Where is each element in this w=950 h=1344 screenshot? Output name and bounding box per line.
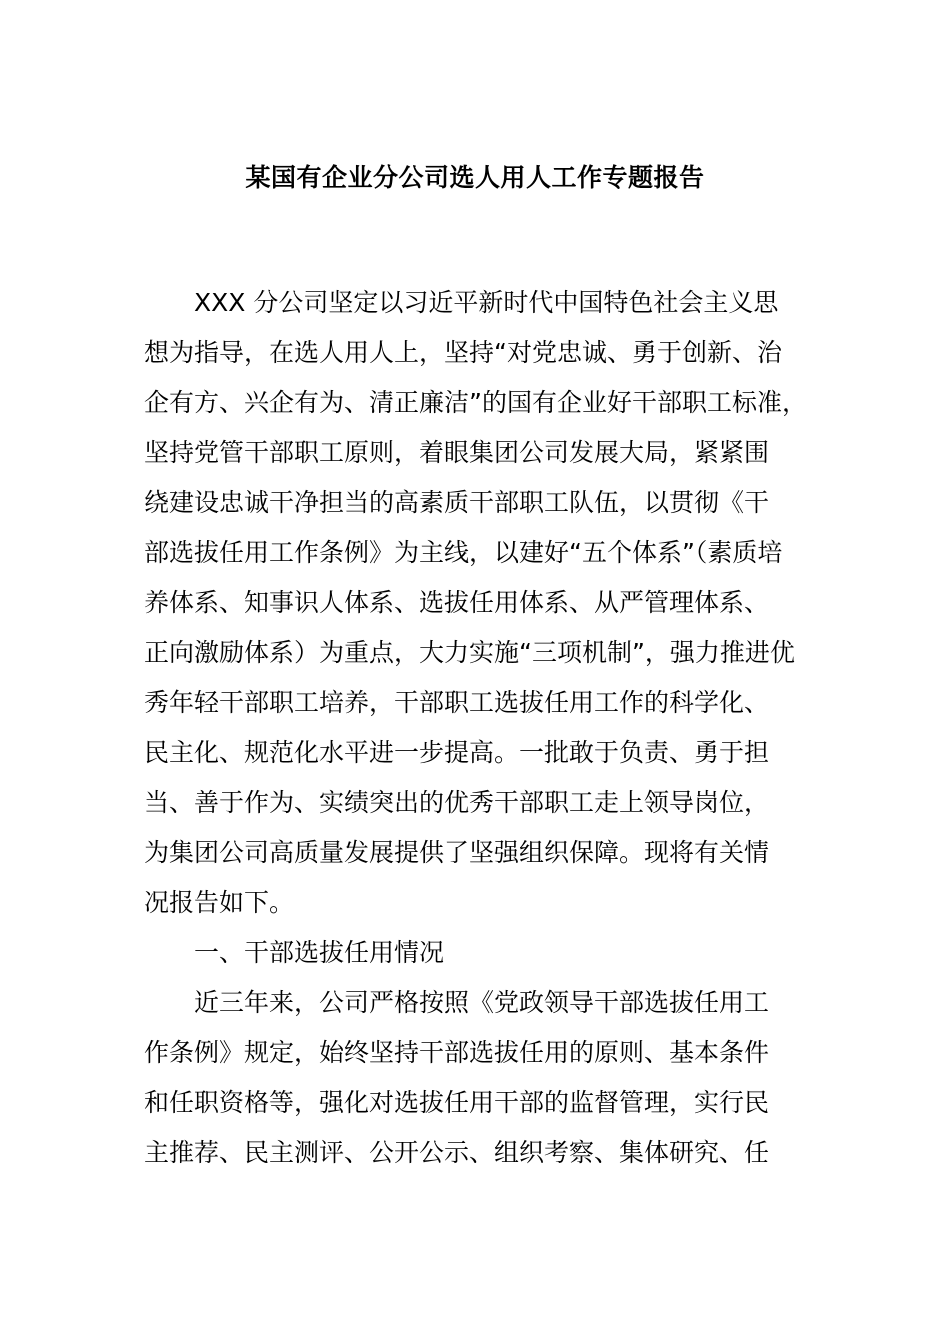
- text-line: 民主化、规范化水平进一步提高。一批敢于负责、勇于担: [144, 738, 770, 767]
- text-line: 况报告如下。: [144, 888, 295, 917]
- document-body: [144, 278, 809, 1178]
- text-line: 和任职资格等，强化对选拔任用干部的监督管理，实行民: [144, 1088, 770, 1117]
- text-line: 正向激励体系）为重点，大力实施“三项机制”，强力推进优: [144, 638, 795, 667]
- text-line: 作条例》规定，始终坚持干部选拔任用的原则、基本条件: [144, 1038, 770, 1067]
- text-line: 秀年轻干部职工培养，干部职工选拔任用工作的科学化、: [144, 688, 770, 717]
- text-line: 坚持党管干部职工原则，着眼集团公司发展大局，紧紧围: [144, 438, 770, 467]
- document-title: 某国有企业分公司选人用人工作专题报告: [245, 163, 705, 192]
- text-line: 想为指导，在选人用人上，坚持“对党忠诚、勇于创新、治: [144, 338, 782, 367]
- text-line: 企有方、兴企有为、清正廉洁”的国有企业好干部职工标准，: [144, 388, 807, 417]
- text-line: 当、善于作为、实绩突出的优秀干部职工走上领导岗位，: [144, 788, 770, 817]
- text-line: 近三年来，公司严格按照《党政领导干部选拔任用工: [194, 988, 770, 1017]
- text-line: XXX 分公司坚定以习近平新时代中国特色社会主义思: [194, 288, 779, 317]
- text-line: 绕建设忠诚干净担当的高素质干部职工队伍，以贯彻《干: [144, 488, 770, 517]
- text-line: 养体系、知事识人体系、选拔任用体系、从严管理体系、: [144, 588, 770, 617]
- text-line: 为集团公司高质量发展提供了坚强组织保障。现将有关情: [144, 838, 770, 867]
- text-line: 部选拔任用工作条例》为主线，以建好“五个体系”（素质培: [144, 538, 783, 567]
- text-line: 主推荐、民主测评、公开公示、组织考察、集体研究、任: [144, 1138, 770, 1167]
- text-line: 一、干部选拔任用情况: [194, 938, 445, 967]
